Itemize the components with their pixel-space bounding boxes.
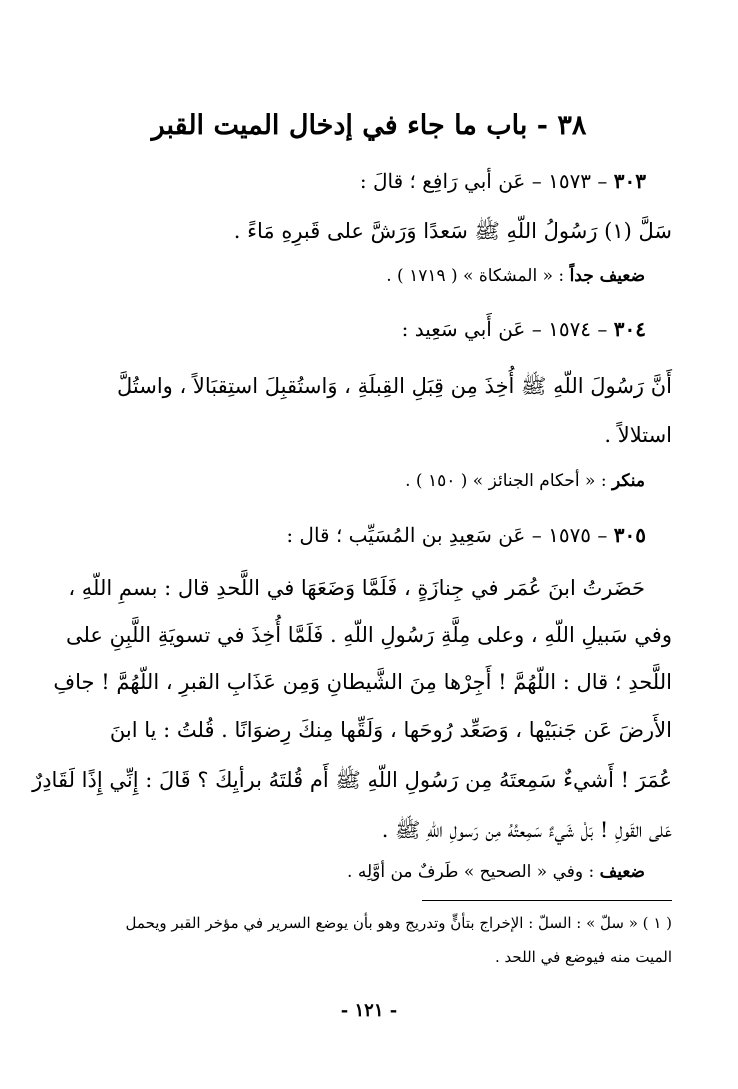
hadith-text-line: وفي سَبيلِ اللّهِ ، وعلى مِلَّةِ رَسُولِ اللّهِ . فَلَمَّا أُخِذَ في تسويَةِ اللَّبِنِ على	[65, 623, 672, 647]
grade-source: : « المشكاة » ( ١٧١٩ ) .	[386, 266, 565, 286]
hadith-number: ٣٠٥	[613, 523, 646, 547]
hadith-text-line: سَلَّ (١) رَسُولُ اللّهِ ﷺ سَعدًا وَرَشَّ على قَبرِهِ مَاءً .	[233, 219, 672, 243]
page-number: - ١٢١ -	[340, 1000, 398, 1021]
hadith-header	[60, 314, 646, 344]
grade-source: : وفي « الصحيح » طَرفٌ من أوَّلِه .	[347, 862, 595, 882]
hadith-text-line: استلالاً .	[604, 423, 672, 447]
hadith-grade	[60, 467, 645, 495]
footnote-divider	[422, 900, 672, 901]
hadith-reference: – ١٥٧٤ – عَن أَبي سَعِيد :	[401, 317, 608, 341]
footnote-line: الميت منه فيوضع في اللحد .	[495, 948, 672, 966]
hadith-grade	[60, 858, 645, 886]
hadith-text-line: أَنَّ رَسُولَ اللّهِ ﷺ أُخِذَ مِن قِبَلِ القِبلَةِ ، وَاستُقبِلَ استِقبَالاً ، واستُلَّ	[116, 374, 672, 398]
hadith-header	[60, 166, 646, 196]
chapter-title: ٣٨ - باب ما جاء في إدخال الميت القبر	[151, 110, 587, 141]
hadith-grade	[60, 262, 645, 290]
hadith-text-line: عَلى القَولِ ! بَلْ شَيءٌ سَمِعتُهُ مِن رَسولِ اللّهِ ﷺ .	[381, 818, 672, 842]
hadith-text-line: عُمَرَ ! أَشيءٌ سَمِعتَهُ مِن رَسُولِ اللّهِ ﷺ أَم قُلتَهُ برأيِكَ ؟ قَالَ : إِنِّي إِذًا لَقَادِرٌ	[32, 768, 672, 792]
hadith-text-line: حَضَرتُ ابنَ عُمَر في جِنازَةٍ ، فَلَمَّا وَضَعَهَا في اللَّحدِ قال : بسمِ اللّهِ ،	[68, 576, 645, 600]
grade-label: منكر	[611, 471, 645, 491]
hadith-header	[60, 520, 646, 550]
grade-label: ضعيف جداً	[569, 266, 645, 286]
hadith-text-line: الأَرضَ عَن جَنبَيْها ، وَصَعِّد رُوحَها ، وَلَقِّها مِنكَ رِضوَانًا . قُلتُ : يا ابنَ	[109, 718, 672, 742]
hadith-reference: – ١٥٧٥ – عَن سَعِيدِ بن المُسَيِّب ؛ قال :	[286, 523, 608, 547]
hadith-number: ٣٠٤	[613, 317, 646, 341]
footnote-line: ( ١ ) « سلّ » : السلّ : الإخراج بتأنٍّ وتدريج وهو بأن يوضع السرير في مؤخر القبر ويحمل	[125, 914, 672, 932]
grade-source: : « أحكام الجنائز » ( ١٥٠ ) .	[405, 471, 607, 491]
hadith-text-line: اللَّحدِ ؛ قال : اللّهُمَّ ! أَجِرْها مِنَ الشَّيطانِ وَمِن عَذَابِ القبرِ ، اللّهُمَّ ! جافِ	[53, 670, 672, 694]
hadith-reference: – ١٥٧٣ – عَن أبي رَافِع ؛ قالَ :	[359, 169, 608, 193]
hadith-number: ٣٠٣	[613, 169, 646, 193]
grade-label: ضعيف	[599, 862, 645, 882]
